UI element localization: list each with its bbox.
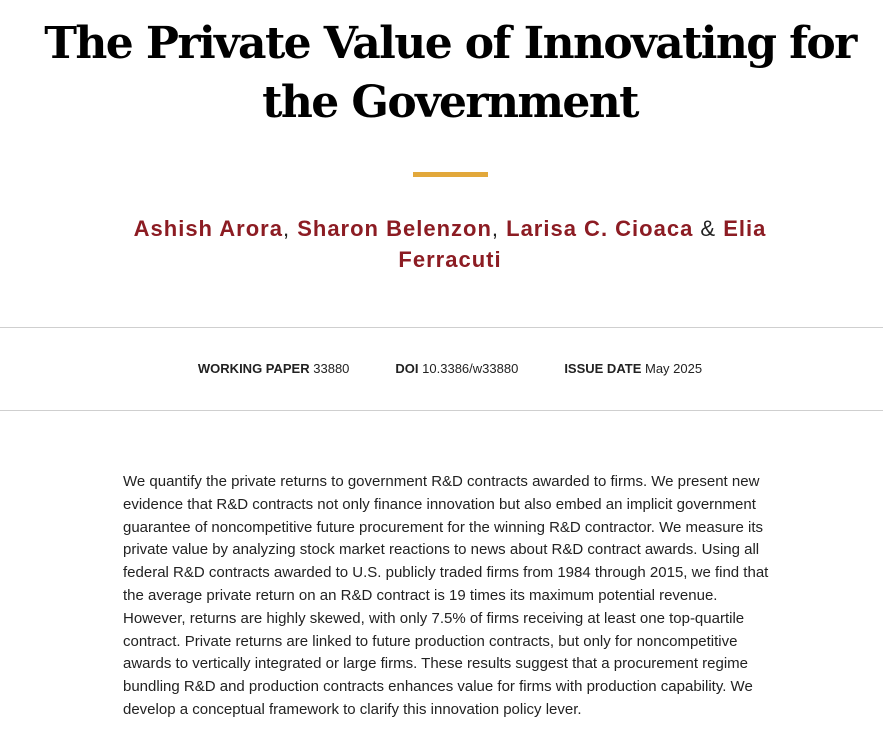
meta-doi-value: 10.3386/w33880 [422,361,519,376]
author-link-belenzon[interactable]: Sharon Belenzon [297,216,492,241]
author-list [100,213,800,275]
meta-doi-label: DOI [395,361,419,376]
meta-doi [395,360,518,378]
author-link-arora[interactable]: Ashish Arora [133,216,283,241]
meta-issue-date-label: ISSUE DATE [564,361,642,376]
page-title: The Private Value of Innovating for the Government [44,18,856,128]
author-separator: & [693,216,724,241]
meta-issue-date-value: May 2025 [645,361,703,376]
meta-divider-top [0,327,883,328]
author-link-cioaca[interactable]: Larisa C. Cioaca [506,216,694,241]
title-accent-bar [413,172,488,177]
meta-working-paper [198,360,350,378]
meta-issue-date [564,360,702,378]
meta-working-paper-label: WORKING PAPER [197,361,310,376]
paper-meta [0,360,883,378]
author-link-ferracuti[interactable]: Elia Ferracuti [398,216,767,272]
author-separator: , [282,216,298,241]
meta-working-paper-value: 33880 [313,361,350,376]
author-separator: , [491,216,507,241]
meta-divider-bottom [0,410,883,411]
abstract-text: We quantify the private returns to government R&D contracts awarded to firms. We present new evidence that R&D contracts not only finance innovation but also embed an implicit government guarantee of noncompetitive future procurement for the winning R&D contractor. We measure its private value by analyzing stock market reactions to news about R&D contract awards. Using all federal R&D contracts awarded to U.S. publicly traded firms from 1984 through 2015, we find that the average private return on an R&D contract is 19 times its maximum potential revenue. However, returns are highly skewed, with only 7.5% of firms receiving at least one top-quartile contract. Private returns are linked to future production contracts, but only for noncompetitive awards to vertically integrated or large firms. These results suggest that a procurement regime bundling R&D and production contracts enhances value for firms with production capability. We develop a conceptual framework to clarify this innovation policy lever. [123,473,769,718]
